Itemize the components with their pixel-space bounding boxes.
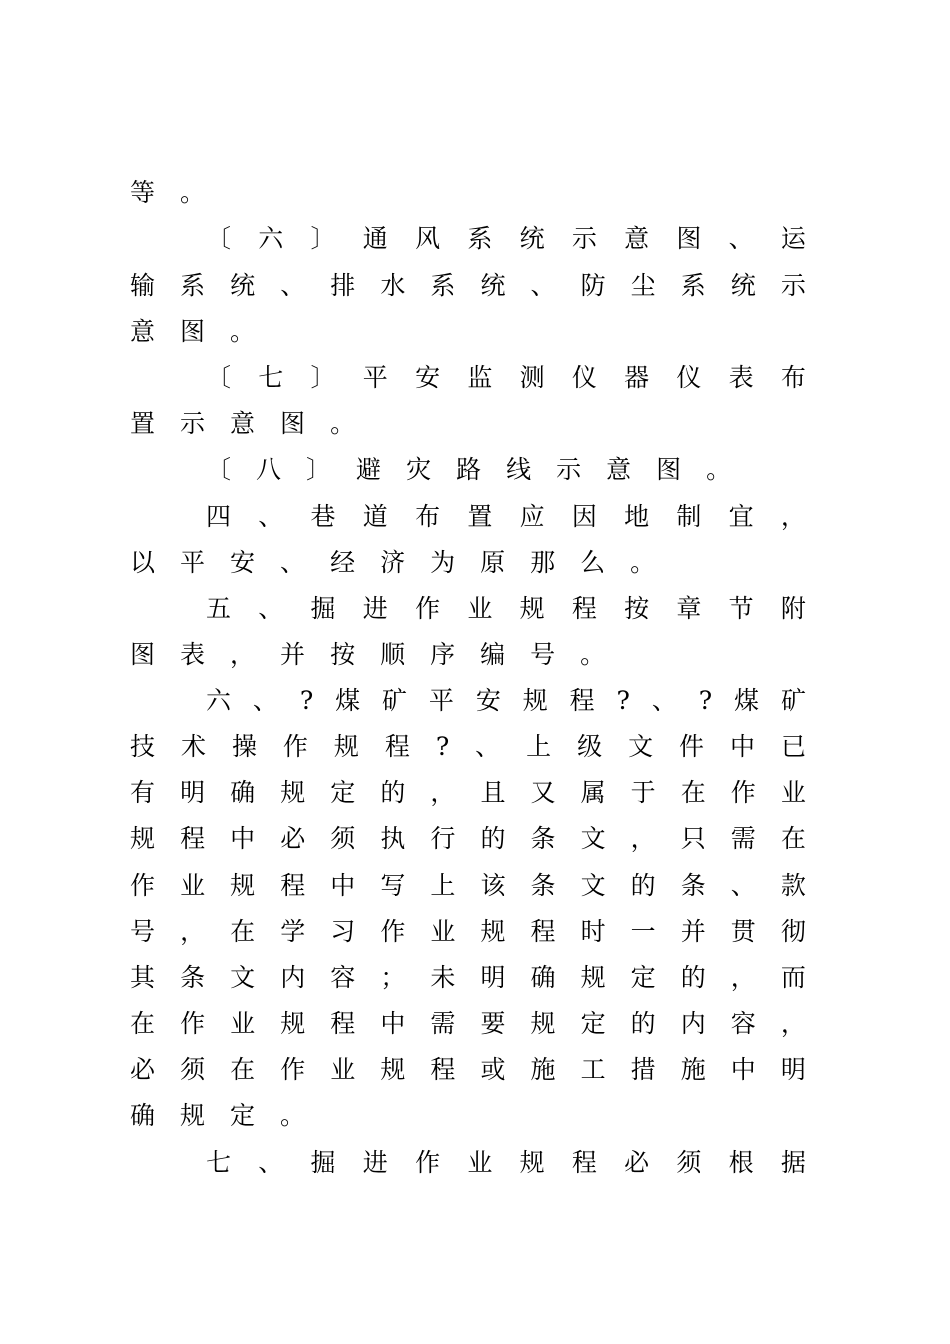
text-line: 七 、 掘 进 作 业 规 程 必 须 根 据 <box>206 1148 806 1177</box>
text-line: 确 规 定 。 <box>130 1101 306 1130</box>
text-line: 号 ， 在 学 习 作 业 规 程 时 一 并 贯 彻 <box>130 917 806 946</box>
text-line: 在 作 业 规 程 中 需 要 规 定 的 内 容 ， <box>130 1009 806 1038</box>
text-line: 技 术 操 作 规 程 ? 、 上 级 文 件 中 已 <box>130 732 806 761</box>
text-line: 意 图 。 <box>130 317 256 346</box>
text-line: 〔 八 〕 避 灾 路 线 示 意 图 。 <box>206 455 732 484</box>
text-line: 有 明 确 规 定 的 ， 且 又 属 于 在 作 业 <box>130 778 806 807</box>
text-line: 五 、 掘 进 作 业 规 程 按 章 节 附 <box>206 594 806 623</box>
text-line: 四 、 巷 道 布 置 应 因 地 制 宜 ， <box>206 502 806 531</box>
text-line: 置 示 意 图 。 <box>130 409 356 438</box>
text-line: 以 平 安 、 经 济 为 原 那 么 。 <box>130 548 656 577</box>
text-line: 〔 七 〕 平 安 监 测 仪 器 仪 表 布 <box>206 363 806 392</box>
text-line: 图 表 ， 并 按 顺 序 编 号 。 <box>130 640 606 669</box>
text-line: 〔 六 〕 通 风 系 统 示 意 图 、 运 <box>206 224 806 253</box>
text-line: 规 程 中 必 须 执 行 的 条 文 ， 只 需 在 <box>130 824 806 853</box>
text-line: 其 条 文 内 容 ； 未 明 确 规 定 的 ， 而 <box>130 963 806 992</box>
text-line: 输 系 统 、 排 水 系 统 、 防 尘 系 统 示 <box>130 271 806 300</box>
text-line: 必 须 在 作 业 规 程 或 施 工 措 施 中 明 <box>130 1055 806 1084</box>
text-line: 等 。 <box>130 178 206 207</box>
text-line: 作 业 规 程 中 写 上 该 条 文 的 条 、 款 <box>130 871 806 900</box>
text-line: 六 、 ? 煤 矿 平 安 规 程 ? 、 ? 煤 矿 <box>206 686 806 715</box>
